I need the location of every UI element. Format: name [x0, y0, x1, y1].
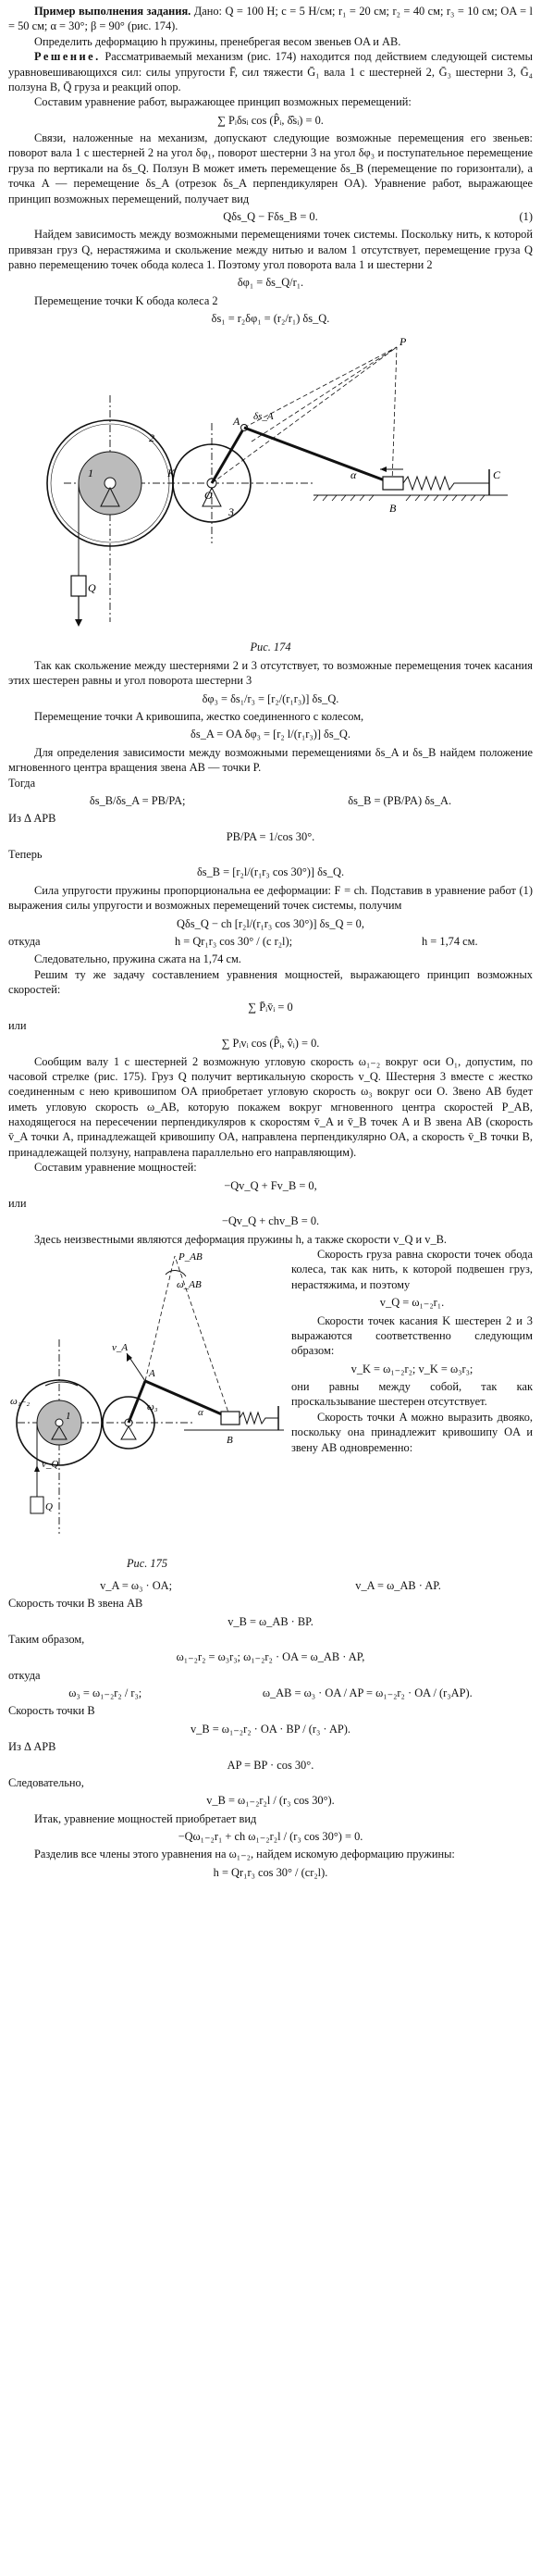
solution-paragraph: Решение. Рассматриваемый механизм (рис. 174) находится под действием следующей системы уравновешивающихся сил: силы упругости F̄, сил тяжести Ḡ₁ вала 1 с шестерней 2, Ḡ₃ шестерни 3, Ḡ₄ ползуна B, Q̄ груза и реакций опор. [8, 50, 533, 93]
label-B: B [389, 501, 397, 515]
equation-final: h = Qr₁r₃ cos 30° / (cr₂l). [213, 1865, 328, 1879]
paragraph: Из Δ APB [8, 1740, 56, 1754]
equation: −Qv_Q + chv_B = 0. [221, 1214, 320, 1228]
equation: δφ₃ = δs₁/r₃ = [r₂/(r₁r₃)] δs_Q. [202, 691, 339, 705]
paragraph: откуда [8, 1668, 41, 1682]
paragraph: Составим уравнение работ, выражающее принцип возможных перемещений: [34, 95, 412, 109]
equation-row: откуда h = Qr₁r₃ cos 30° / (c r₂l); h = 1,74 см. [8, 934, 478, 948]
equation: ∑ Pᵢvᵢ cos (P̂ᵢ, v̂ᵢ) = 0. [221, 1037, 320, 1051]
equation: Qδs_Q − ch [r₂l/(r₁r₃ cos 30°)] δs_Q = 0, [177, 916, 364, 930]
equation-pair: v_A = ω₃ · OA; v_A = ω_AB · AP. [100, 1578, 441, 1592]
equation: ω₁₋₂r₂ = ω₃r₃; ω₁₋₂r₂ · OA = ω_AB · AP, [176, 1650, 365, 1664]
equation: v_K = ω₁₋₂r₂; v_K = ω₃r₃; [350, 1362, 473, 1375]
equation: v_B = ω_AB · BP. [227, 1614, 314, 1628]
label-alpha: α [198, 1407, 203, 1418]
given-data: Дано: Q = 100 Н; c = 5 Н/см; r₁ = 20 см; r₂ = 40 см; r₃ = 10 см; OA = l = 50 см; α = 30°; β = 90° (рис. 174). [8, 5, 533, 33]
paragraph: Следовательно, [8, 1775, 84, 1789]
paragraph: Скорость точки B звена AB [8, 1597, 143, 1611]
figure-174 [8, 330, 533, 636]
label-A: A [233, 414, 240, 428]
equation: δφ₁ = δs_Q/r₁. [237, 276, 304, 290]
paragraph: Итак, уравнение мощностей приобретает вид [34, 1811, 257, 1825]
paragraph: Здесь неизвестными являются деформация пружины h, а также скорости v_Q и v_B. [34, 1232, 448, 1246]
label-w12: ω₁₋₂ [10, 1396, 31, 1407]
label-O: O [204, 488, 213, 502]
paragraph: Перемещение точки A кривошипа, жестко соединенного с колесом, [34, 710, 364, 723]
label-Q: Q [88, 580, 96, 594]
task-statement: Определить деформацию h пружины, пренебрегая весом звеньев OA и AB. [34, 34, 401, 48]
paragraph: они равны между собой, так как проскальзывание шестерен отсутствует. [291, 1380, 533, 1409]
label-Q: Q [45, 1501, 53, 1512]
equation: v_B = ω₁₋₂r₂l / (r₃ cos 30°). [206, 1794, 335, 1808]
label-1: 1 [66, 1411, 71, 1422]
equation: ∑ P̄ᵢv̄ᵢ = 0 [248, 1001, 293, 1014]
label-dsA: δs_A [253, 410, 274, 422]
paragraph: Скорости точек касания K шестерен 2 и 3 выражаются соответственно следующим образом: [291, 1313, 533, 1358]
paragraph: или [8, 1196, 27, 1210]
equation-pair: ω₃ = ω₁₋₂r₂ / r₃; ω_AB = ω₃ · OA / AP = ω₁₋₂r₂ · OA / (r₃AP). [68, 1686, 473, 1699]
paragraph: Разделив все члены этого уравнения на ω₁₋₂, найдем искомую деформацию пружины: [34, 1848, 455, 1861]
paragraph: Найдем зависимость между возможными перемещениями точек системы. Поскольку нить, к которой привязан груз Q, нерастяжима и скольжение между нитью и валом 1 отсутствует, перемещение груза Q равно перемещению точек обода колеса 1. Поэтому угол поворота вала 1 и шестерни 2 [8, 228, 533, 271]
figure-175 [8, 1247, 286, 1575]
paragraph: Скорость точки A можно выразить двояко, поскольку она принадлежит кривошипу OA и звену AB одновременно: [291, 1410, 533, 1454]
example-title: Пример выполнения задания. [34, 5, 191, 18]
paragraph: Скорость груза равна скорости точек обода колеса, так как нить, к которой подвешен груз, нерастяжима, и поэтому [291, 1248, 533, 1291]
label-B: B [227, 1435, 233, 1446]
label-P: P [400, 334, 407, 348]
equation: v_Q = ω₁₋₂r₁. [379, 1296, 445, 1310]
paragraph: Теперь [8, 848, 43, 861]
paragraph: Сила упругости пружины пропорциональна ее деформации: F = ch. Подставив в уравнение работ (1) выражения силы упругости и возможных перемещений точек системы, получим [8, 883, 533, 913]
paragraph: Перемещение точки K обода колеса 2 [34, 293, 218, 307]
label-wAB: ω_AB [177, 1279, 202, 1290]
label-C: C [493, 467, 501, 481]
equation: −Qω₁₋₂r₁ + ch ω₁₋₂r₂l / (r₃ cos 30°) = 0. [178, 1830, 363, 1843]
equation: −Qv_Q + Fv_B = 0, [224, 1178, 317, 1192]
paragraph: Тогда [8, 776, 36, 790]
label-2: 2 [149, 430, 154, 444]
equation-pair: δs_B/δs_A = PB/PA; δs_B = (PB/PA) δs_A. [89, 793, 452, 807]
paragraph: или [8, 1018, 27, 1032]
equation: PB/PA = 1/cos 30°. [226, 829, 315, 843]
label-1: 1 [88, 466, 93, 479]
paragraph: Связи, наложенные на механизм, допускают следующие возможные перемещения его звеньев: поворот вала 1 с шестерней 2 на угол δφ₁, поворот шестерни 3 на угол δφ₃ и поступательное перемещение груза по вертикали на δs_Q. Ползун B может иметь перемещение δs_B (перемещение по горизонтали), а точка A — перемещение δs_A (отрезок δs_A перпендикулярен OA). Уравнение работ, выражающее принцип возможных перемещений, получает вид [8, 131, 533, 205]
equation: v_B = ω₁₋₂r₂ · OA · BP / (r₃ · AP). [190, 1722, 351, 1736]
intro-paragraph [8, 4, 533, 34]
equation: δs_A = OA δφ₃ = [r₂ l/(r₁r₃)] δs_Q. [191, 728, 350, 741]
mechanism-diagram-174 [8, 330, 533, 636]
paragraph: Следовательно, пружина сжата на 1,74 см. [34, 952, 241, 966]
label-vQ: v_Q [42, 1459, 59, 1470]
equation: AP = BP · cos 30°. [227, 1758, 314, 1772]
equation: δs₁ = r₂δφ₁ = (r₂/r₁) δs_Q. [211, 312, 330, 326]
paragraph: Составим уравнение мощностей: [34, 1161, 197, 1175]
figure-175-with-text [8, 1247, 533, 1575]
label-3: 3 [228, 504, 234, 518]
equation: δs_B = [r₂l/(r₁r₃ cos 30°)] δs_Q. [196, 865, 345, 879]
paragraph: Скорость точки B [8, 1704, 95, 1718]
label-K: K [167, 466, 176, 479]
label-A: A [149, 1368, 155, 1379]
paragraph: Так как скольжение между шестернями 2 и 3 отсутствует, то возможные перемещения точек касания этих шестерен равны и угол поворота шестерни 3 [8, 658, 533, 688]
mechanism-diagram-175 [8, 1247, 286, 1552]
solution-heading: Решение. [34, 50, 101, 64]
paragraph: Решим ту же задачу составлением уравнения мощностей, выражающего принцип возможных скоростей: [8, 967, 533, 996]
equation-numbered: Qδs_Q − Fδs_B = 0. (1) [223, 209, 533, 223]
label-vA: v_A [112, 1342, 129, 1353]
figure-175-caption: Рис. 175 [126, 1557, 168, 1571]
equation: ∑ Pᵢδsᵢ cos (P̂ᵢ, δ̂sᵢ) = 0. [217, 113, 324, 127]
paragraph: Таким образом, [8, 1632, 85, 1646]
figure-174-caption: Рис. 174 [250, 640, 291, 653]
label-alpha: α [350, 467, 357, 481]
paragraph: Из Δ APB [8, 812, 56, 826]
paragraph: Для определения зависимости между возможными перемещениями δs_A и δs_B найдем положение мгновенного центра вращения звена AB — точки P. [8, 745, 533, 775]
label-PAB: P_AB [178, 1251, 203, 1263]
label-w3: ω₃ [147, 1401, 158, 1412]
side-text [286, 1247, 533, 1575]
paragraph: Сообщим валу 1 с шестерней 2 возможную угловую скорость ω₁₋₂ вокруг оси O₁, допустим, по часовой стрелке (рис. 175). Груз Q получит вертикальную скорость v_Q. Шестерня 3 вместе с жестко соединенным с нею кривошипом OA приобретает угловую скорость ω₃ вокруг оси O. Звено AB будет иметь угловую скорость ω_AB, которую покажем вокруг мгновенного центра скоростей P_AB, находящегося на пересечении перпендикуляров к скоростям v̄_A и v̄_B точек A и B звена AB (скорость v̄_A точки A, принадлежащей кривошипу OA, направлена перпендикулярно OA, а скорость v̄_B точки B, принадлежащей ползуну, направлена параллельно его направляющим). [8, 1054, 533, 1159]
